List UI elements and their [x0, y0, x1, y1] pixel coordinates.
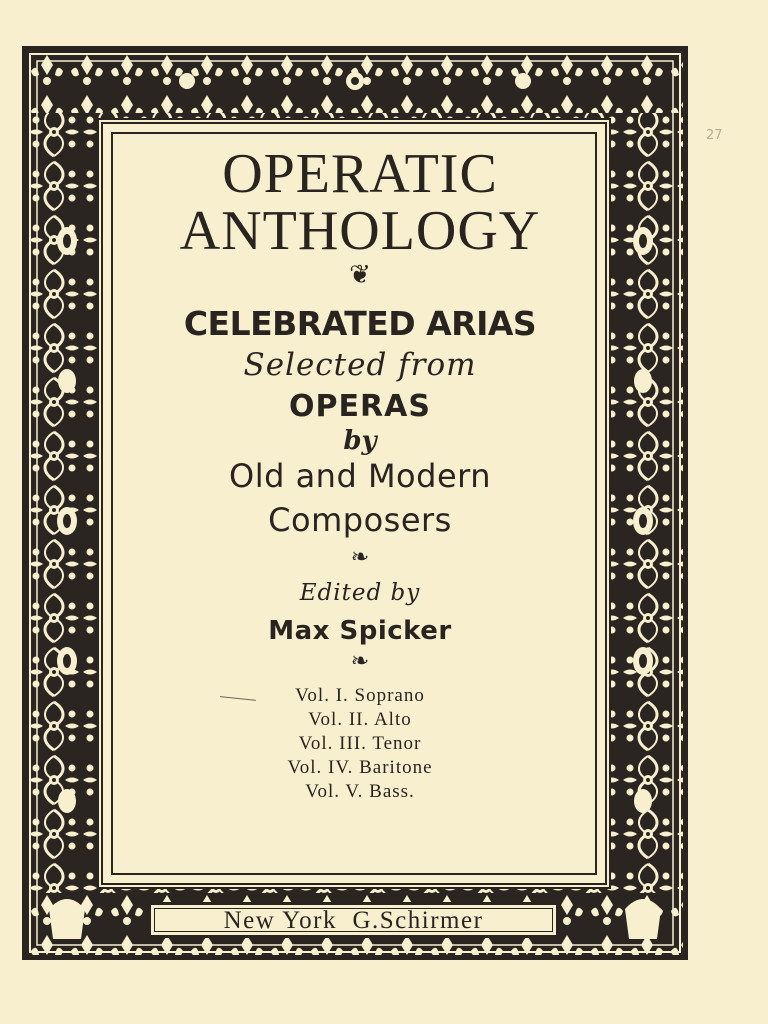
page-number-mark: 27 [706, 128, 723, 143]
volume-list-item: Vol. III. Tenor [298, 733, 422, 754]
title-line-1: OPERATIC [222, 143, 498, 205]
ornamental-border [22, 46, 688, 960]
volume-list-item: Vol. V. Bass. [305, 781, 415, 802]
subtitle-celebrated-arias: CELEBRATED ARIAS [183, 304, 537, 343]
subtitle-old-and-modern: Old and Modern [229, 457, 491, 495]
title-panel [97, 118, 611, 889]
fleuron-icon: ❧ [350, 648, 370, 673]
fleuron-icon: ❦ [349, 260, 371, 289]
fleuron-icon: ❧ [350, 544, 370, 569]
volume-list-item: Vol. I. Soprano [295, 685, 425, 706]
subtitle-by: by [343, 426, 377, 456]
volume-list-item: Vol. II. Alto [308, 709, 412, 730]
title-line-2: ANTHOLOGY [179, 200, 541, 262]
publisher-imprint [148, 902, 559, 938]
subtitle-selected-from: Selected from [243, 347, 477, 383]
subtitle-composers: Composers [268, 501, 452, 539]
editor-name: Max Spicker [268, 616, 452, 646]
subtitle-operas: OPERAS [289, 389, 431, 424]
volume-list-item: Vol. IV. Baritone [287, 757, 433, 778]
edited-by-label: Edited by [299, 580, 421, 606]
publisher-text: New York G.Schirmer [223, 907, 484, 934]
